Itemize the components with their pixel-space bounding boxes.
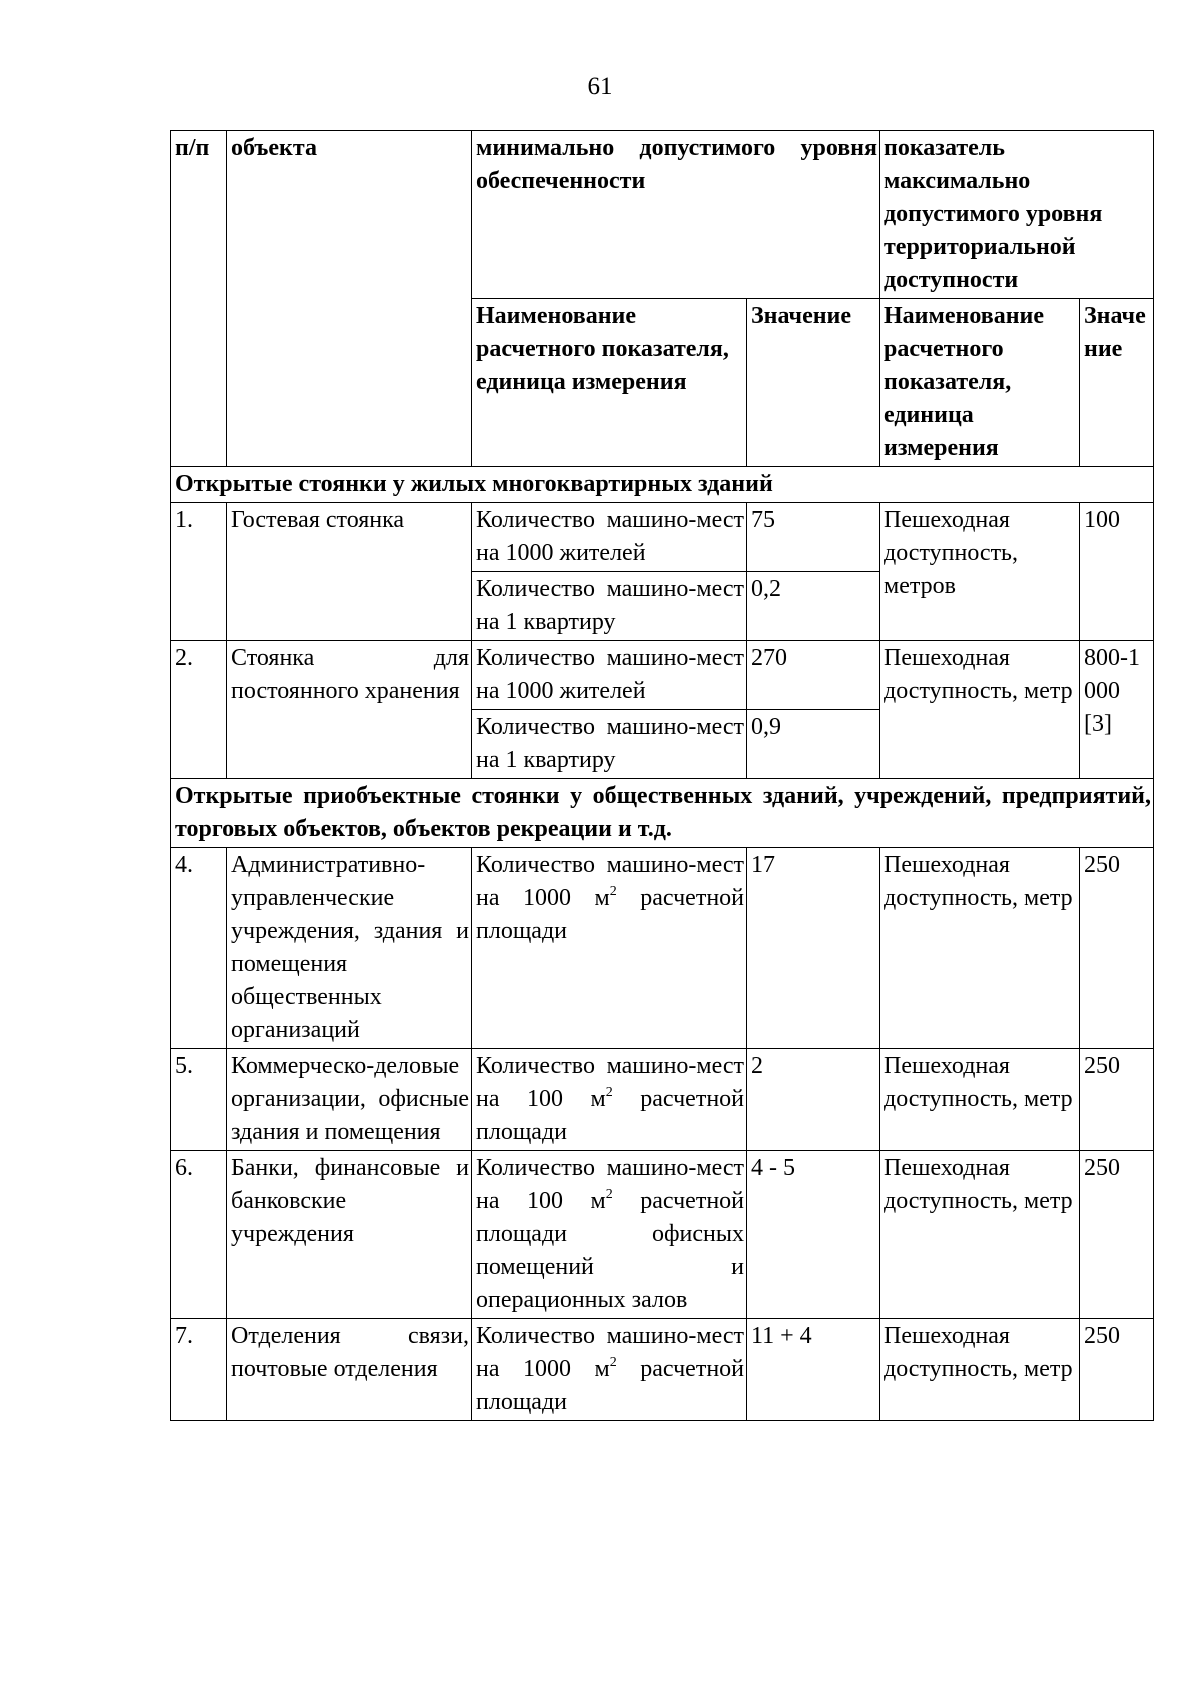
header-max-access: показатель максимально допустимого уровня территориальной доступности — [880, 131, 1154, 299]
row-num: 6. — [171, 1151, 227, 1319]
indicator-sup: 2 — [609, 884, 617, 899]
table-row — [171, 1319, 1154, 1421]
header-row-1 — [171, 131, 1154, 299]
row-object: Гостевая стоянка — [227, 503, 472, 641]
row-indicator: Количество машино-мест на 1000 жителей — [472, 503, 747, 572]
table-row — [171, 503, 1154, 572]
indicator-text: Количество машино-мест на 100 м — [476, 1155, 744, 1214]
row-access-value: 100 — [1080, 503, 1154, 641]
section-title: Открытые стоянки у жилых многоквартирных зданий — [171, 467, 1154, 503]
row-indicator — [472, 1151, 747, 1319]
table-row — [171, 1049, 1154, 1151]
indicator-sup: 2 — [605, 1085, 613, 1100]
row-access: Пешеходная доступность, метр — [880, 848, 1080, 1049]
row-object: Банки, финансовые и банковские учреждения — [227, 1151, 472, 1319]
table-row — [171, 641, 1154, 710]
indicator-tail: расчетной площади — [476, 1356, 745, 1415]
row-num: 1. — [171, 503, 227, 641]
indicator-text: Количество машино-мест на 1000 м — [476, 852, 744, 911]
row-indicator: Количество машино-мест на 1 квартиру — [472, 572, 747, 641]
row-access-value: 250 — [1080, 1049, 1154, 1151]
row-indicator: Количество машино-мест на 1 квартиру — [472, 710, 747, 779]
row-access-value: 250 — [1080, 1151, 1154, 1319]
row-access: Пешеходная доступность, метр — [880, 1049, 1080, 1151]
row-object: Административно-управленческие учреждения, здания и помещения общественных организаций — [227, 848, 472, 1049]
row-access: Пешеходная доступность, метров — [880, 503, 1080, 641]
row-num: 5. — [171, 1049, 227, 1151]
row-access-value: 800-1000 [3] — [1080, 641, 1154, 779]
row-value: 11 + 4 — [747, 1319, 880, 1421]
page-number: 61 — [587, 73, 613, 100]
row-indicator — [472, 1049, 747, 1151]
indicator-tail: расчетной площади — [476, 1086, 745, 1145]
row-value: 4 - 5 — [747, 1151, 880, 1319]
indicator-text: Количество машино-мест на 100 м — [476, 1053, 744, 1112]
row-object: Отделения связи, почтовые отделения — [227, 1319, 472, 1421]
header-value-2: Значение — [1080, 299, 1154, 467]
row-access-value: 250 — [1080, 1319, 1154, 1421]
row-num: 2. — [171, 641, 227, 779]
header-value-1: Значение — [747, 299, 880, 467]
row-value: 270 — [747, 641, 880, 710]
header-num: п/п — [171, 131, 227, 467]
row-value: 0,2 — [747, 572, 880, 641]
row-object: Коммерческо-деловые организации, офисные здания и помещения — [227, 1049, 472, 1151]
norms-table — [170, 130, 1154, 1421]
table-row — [171, 1151, 1154, 1319]
indicator-sup: 2 — [605, 1187, 613, 1202]
indicator-tail: расчетной площади — [476, 885, 745, 944]
header-indicator-name-1: Наименование расчетного показателя, единица измерения — [472, 299, 747, 467]
row-indicator: Количество машино-мест на 1000 жителей — [472, 641, 747, 710]
row-value: 75 — [747, 503, 880, 572]
header-indicator-name-2: Наименование расчетного показателя, единица измерения — [880, 299, 1080, 467]
row-value: 2 — [747, 1049, 880, 1151]
row-access: Пешеходная доступность, метр — [880, 641, 1080, 779]
section-row — [171, 779, 1154, 848]
table-row — [171, 848, 1154, 1049]
row-access-value: 250 — [1080, 848, 1154, 1049]
row-indicator — [472, 1319, 747, 1421]
row-num: 7. — [171, 1319, 227, 1421]
row-object: Стоянка для постоянного хранения — [227, 641, 472, 779]
section-title: Открытые приобъектные стоянки у общественных зданий, учреждений, предприятий, торговых объектов, объектов рекреации и т.д. — [171, 779, 1154, 848]
indicator-sup: 2 — [609, 1355, 617, 1370]
header-min-level: минимально допустимого уровня обеспеченности — [472, 131, 880, 299]
row-value: 0,9 — [747, 710, 880, 779]
row-value: 17 — [747, 848, 880, 1049]
row-indicator — [472, 848, 747, 1049]
row-access: Пешеходная доступность, метр — [880, 1319, 1080, 1421]
indicator-tail: расчетной площади офисных помещений и операционных залов — [476, 1188, 745, 1313]
row-access: Пешеходная доступность, метр — [880, 1151, 1080, 1319]
section-row — [171, 467, 1154, 503]
header-object: объекта — [227, 131, 472, 467]
row-num: 4. — [171, 848, 227, 1049]
indicator-text: Количество машино-мест на 1000 м — [476, 1323, 744, 1382]
